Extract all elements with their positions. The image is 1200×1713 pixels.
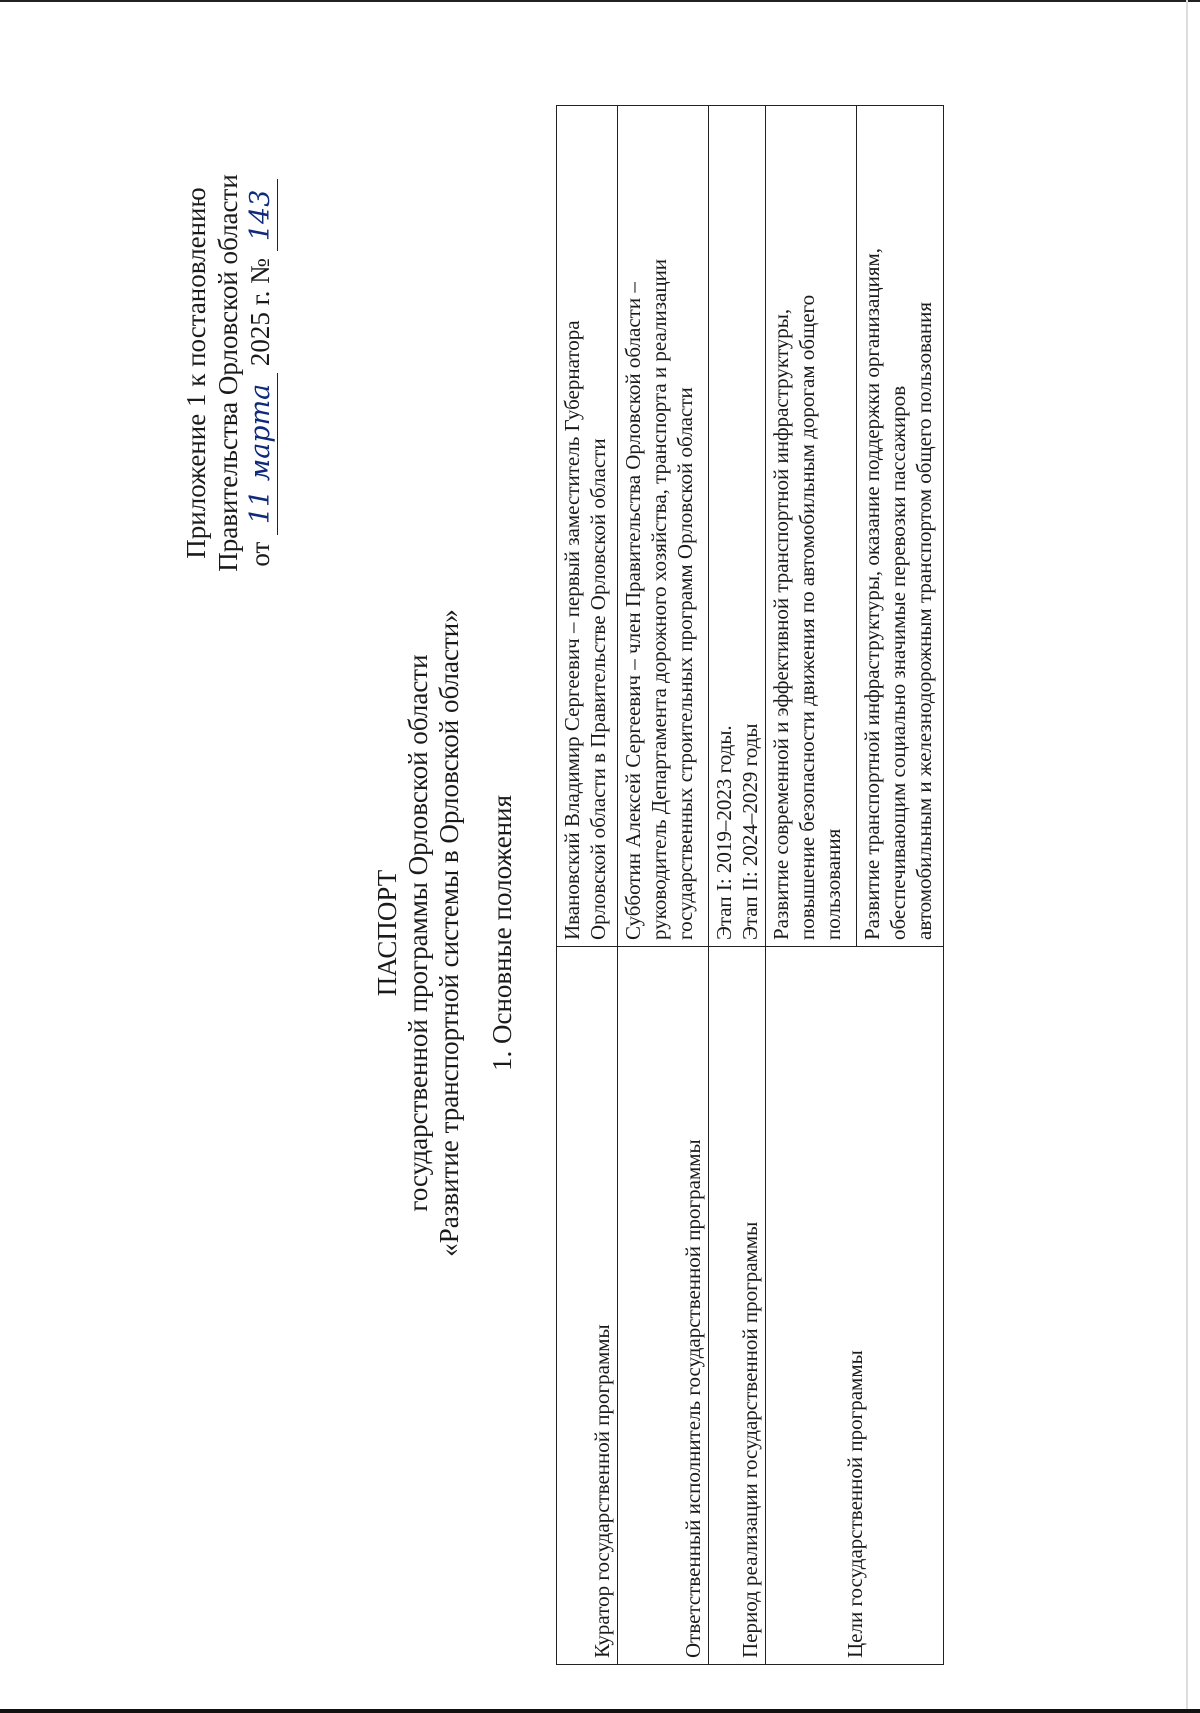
row-value [766,106,857,947]
value-line: обеспечивающим социально значимые перевозки пассажиров [886,385,910,940]
appendix-header [180,143,278,603]
passport-table [556,105,944,1665]
appendix-prefix: от [245,541,275,567]
row-label: Куратор государственной программы [557,947,618,1665]
value-line: повышение безопасности движения по автомобильным дорогам общего [795,294,819,940]
table-row [618,106,709,1665]
row-value [709,106,766,947]
value-line: автомобильным и железнодорожным транспортом общего пользования [912,301,936,940]
value-line: руководитель Департамента дорожного хозяйства, транспорта и реализации [647,258,671,940]
value-line: пользования [821,828,845,940]
title-program: государственной программы Орловской области [403,654,433,1212]
section-heading: 1. Основные положения [487,795,517,1071]
handwritten-number: 143 [245,179,278,251]
value-line: Этап II: 2024–2029 годы [738,723,762,940]
table-row [766,106,857,1665]
appendix-line-1: Приложение 1 к постановлению [181,187,211,559]
row-value [557,106,618,947]
row-label: Период реализации государственной программы [709,947,766,1665]
row-value [618,106,709,947]
title-passport: ПАСПОРТ [372,869,402,997]
appendix-line-2: Правительства Орловской области [213,174,243,572]
row-label: Цели государственной программы [766,947,944,1665]
value-line: государственных строительных программ Орловской области [673,387,697,940]
row-value [857,106,944,947]
value-line: Орловской области в Правительстве Орловской области [586,438,610,940]
value-line: Ивановский Владимир Сергеевич – первый заместитель Губернатора [560,320,584,940]
table-row [709,106,766,1665]
value-line: Развитие транспортной инфраструктуры, оказание поддержки организациям, [860,247,884,940]
document-title [372,483,518,1383]
value-line: Развитие современной и эффективной транспортной инфраструктуры, [769,308,793,940]
handwritten-date: 11 марта [245,373,278,535]
value-line: Этап I: 2019–2023 годы. [712,725,736,940]
appendix-year: 2025 г. № [245,258,275,367]
table-row [557,106,618,1665]
value-line: Субботин Алексей Сергеевич – член Правительства Орловской области – [621,282,645,940]
title-program-name: «Развитие транспортной системы в Орловской области» [434,609,464,1257]
row-label: Ответственный исполнитель государственной программы [618,947,709,1665]
appendix-line-3 [244,143,278,603]
